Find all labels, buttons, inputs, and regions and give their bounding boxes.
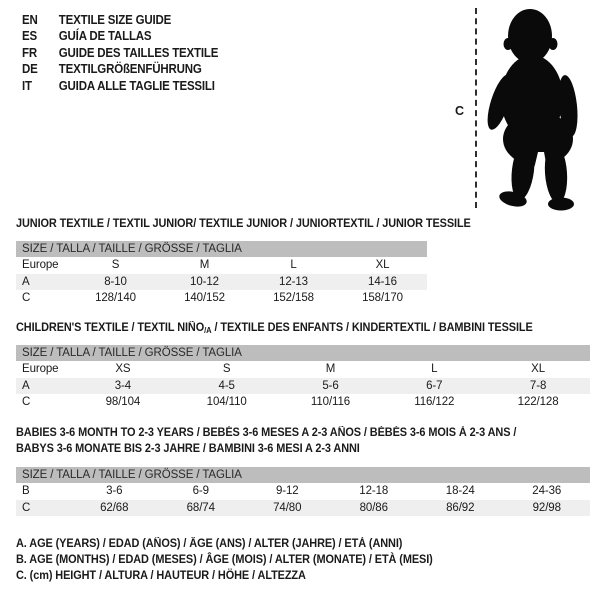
- cell: S: [111, 259, 120, 272]
- language-title-list: [22, 12, 218, 94]
- table-row: [16, 500, 590, 517]
- children-title-post: / TEXTILE DES ENFANTS / KINDERTEXTIL / BAMBINI TESSILE: [211, 322, 533, 334]
- footnotes: [16, 536, 433, 585]
- language-code: DE: [22, 62, 38, 77]
- babies-section-title: [16, 425, 516, 457]
- cell: 62/68: [100, 501, 129, 514]
- cell: 122/128: [517, 396, 559, 409]
- guide-title: TEXTILE SIZE GUIDE: [58, 13, 172, 27]
- table-row: [16, 378, 590, 395]
- babies-title-line2: BABYS 3-6 MONATE BIS 2-3 JAHRE / BAMBINI 3-6 MESI A 2-3 ANNI: [16, 443, 360, 455]
- guide-title: GUÍA DE TALLAS: [58, 29, 152, 44]
- cell: 12-18: [359, 485, 389, 498]
- cell: 158/170: [362, 292, 403, 305]
- size-header-bar: SIZE / TALLA / TAILLE / GRÖSSE / TAGLIA: [16, 467, 590, 483]
- cell: 68/74: [186, 501, 215, 514]
- guide-title: GUIDE DES TAILLES TEXTILE: [58, 45, 219, 60]
- cell: 3-6: [106, 485, 123, 498]
- cell: 98/104: [105, 396, 141, 409]
- cell: 18-24: [445, 485, 475, 498]
- cell: 74/80: [273, 501, 302, 514]
- cell: S: [222, 363, 231, 376]
- cell: 110/116: [310, 396, 351, 409]
- size-header-bar: SIZE / TALLA / TAILLE / GRÖSSE / TAGLIA: [16, 241, 427, 257]
- table-row: [16, 290, 427, 307]
- table-row: [16, 483, 590, 500]
- row-label: C: [22, 501, 31, 514]
- table-row: [16, 257, 427, 274]
- cell: 6-7: [426, 379, 443, 392]
- language-code: EN: [22, 13, 38, 27]
- junior-size-table: [16, 241, 427, 307]
- height-dashed-line: [475, 8, 477, 208]
- cell: 152/158: [273, 292, 314, 305]
- toddler-silhouette: [478, 6, 596, 212]
- cell: 8-10: [104, 275, 127, 288]
- cell: XL: [531, 363, 546, 376]
- cell: L: [290, 259, 297, 272]
- cell: 12-13: [279, 275, 308, 288]
- cell: 7-8: [529, 379, 547, 392]
- language-code: IT: [22, 78, 32, 93]
- footnote-a: A. AGE (YEARS) / EDAD (AÑOS) / ÂGE (ANS) / ALTER (JAHRE) / ETÀ (ANNI): [16, 538, 403, 550]
- cell: M: [325, 363, 336, 376]
- table-row: [16, 394, 590, 411]
- row-label: A: [22, 379, 30, 392]
- size-header-bar: SIZE / TALLA / TAILLE / GRÖSSE / TAGLIA: [16, 345, 590, 361]
- cell: 104/110: [206, 396, 247, 409]
- cell: 86/92: [446, 501, 475, 514]
- row-label: B: [22, 485, 30, 498]
- language-row-it: [22, 78, 218, 94]
- row-label: Europe: [22, 259, 59, 272]
- children-section-title: [16, 320, 533, 339]
- babies-size-table: [16, 467, 590, 516]
- cell: 6-9: [192, 485, 209, 498]
- guide-title: TEXTILGRÖßENFÜHRUNG: [58, 62, 202, 77]
- footnote-b: B. AGE (MONTHS) / EDAD (MESES) / ÂGE (MOIS) / ALTER (MONATE) / ETÀ (MESI): [16, 554, 433, 567]
- language-code: FR: [22, 45, 37, 60]
- cell: 9-12: [275, 485, 299, 498]
- cell: 24-36: [532, 485, 562, 498]
- height-measure-label: C: [455, 104, 465, 118]
- children-size-table: [16, 345, 590, 411]
- cell: XS: [115, 363, 131, 376]
- babies-title-line1: BABIES 3-6 MONTH TO 2-3 YEARS / BEBÉS 3-6 MESES A 2-3 AÑOS / BÉBÉS 3-6 MOIS À 2-3 ANS /: [16, 427, 517, 439]
- row-label: Europe: [22, 363, 59, 376]
- cell: 14-16: [368, 275, 397, 288]
- language-row-en: [22, 12, 218, 28]
- cell: 128/140: [95, 292, 136, 305]
- children-title-pre: CHILDREN'S TEXTILE / TEXTIL NIÑO: [16, 322, 205, 334]
- table-row: [16, 361, 590, 378]
- language-row-fr: [22, 45, 218, 61]
- language-code: ES: [22, 29, 37, 44]
- row-label: C: [22, 396, 31, 409]
- footnote-c: C. (cm) HEIGHT / ALTURA / HAUTEUR / HÖHE / ALTEZZA: [16, 570, 306, 583]
- cell: L: [431, 363, 438, 376]
- cell: 4-5: [218, 379, 235, 392]
- cell: 116/122: [414, 396, 455, 409]
- children-title-sub: /A: [204, 326, 212, 335]
- cell: 10-12: [190, 275, 219, 288]
- cell: 140/152: [184, 292, 225, 305]
- junior-section-title: JUNIOR TEXTILE / TEXTIL JUNIOR/ TEXTILE JUNIOR / JUNIORTEXTIL / JUNIOR TESSILE: [16, 218, 471, 230]
- cell: 80/86: [359, 501, 388, 514]
- cell: XL: [375, 259, 390, 272]
- table-row: [16, 274, 427, 291]
- row-label: A: [22, 275, 30, 288]
- row-label: C: [22, 292, 31, 305]
- guide-title: GUIDA ALLE TAGLIE TESSILI: [58, 78, 215, 93]
- cell: 3-4: [114, 379, 132, 392]
- language-row-es: [22, 28, 218, 44]
- language-row-de: [22, 61, 218, 77]
- cell: 5-6: [322, 379, 339, 392]
- cell: M: [199, 259, 210, 272]
- cell: 92/98: [532, 501, 561, 514]
